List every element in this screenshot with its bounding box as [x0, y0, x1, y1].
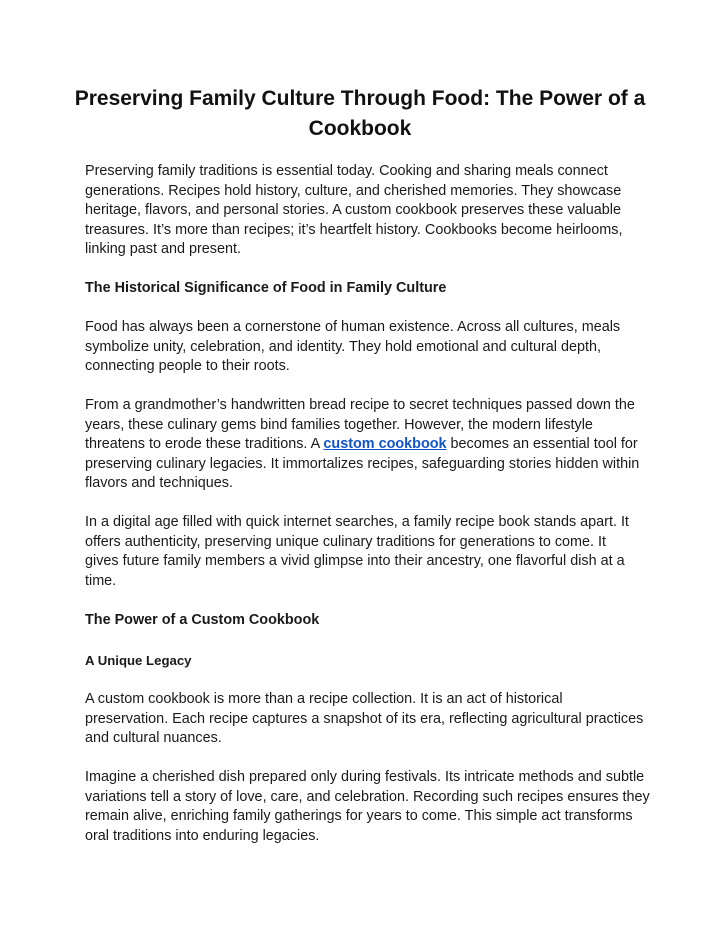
- paragraph: [85, 768, 650, 846]
- text-line: Preserving family traditions is essential today. Cooking and sharing meals connect: [85, 163, 608, 179]
- text-span: threatens to erode these traditions. A: [85, 436, 324, 452]
- text-line: preservation. Each recipe captures a snapshot of its era, reflecting agricultural practices: [85, 710, 644, 727]
- text-line: years, these culinary gems bind families together. However, the modern lifestyle: [85, 416, 593, 433]
- text-line: symbolize unity, celebration, and identity. They hold emotional and cultural depth,: [85, 338, 601, 355]
- text-line: connecting people to their roots.: [85, 358, 290, 374]
- paragraph: [85, 690, 645, 749]
- text-line: Imagine a cherished dish prepared only during festivals. Its intricate methods and subtle: [85, 769, 645, 785]
- text-line: treasures. It’s more than recipes; it’s heartfelt history. Cookbooks become heirlooms,: [85, 221, 623, 238]
- text-line: Food has always been a cornerstone of human existence. Across all cultures, meals: [85, 319, 621, 335]
- text-line: heritage, flavors, and personal stories. A custom cookbook preserves these valuable: [85, 202, 621, 218]
- paragraph: [85, 318, 645, 377]
- text-line: preserving culinary legacies. It immortalizes recipes, safeguarding stories hidden within: [85, 455, 640, 472]
- text-span: becomes an essential tool for: [446, 436, 638, 452]
- text-line: flavors and techniques.: [85, 475, 233, 491]
- text-line: offers authenticity, preserving unique culinary traditions for generations to come. It: [85, 533, 607, 550]
- text-line: oral traditions into enduring legacies.: [85, 827, 320, 844]
- text-line: generations. Recipes hold history, culture, and cherished memories. They showcase: [85, 182, 622, 199]
- text-line: gives future family members a vivid glimpse into their ancestry, one flavorful dish at a: [85, 553, 625, 569]
- text-line: variations tell a story of love, care, and celebration. Recording such recipes ensures they: [85, 788, 650, 805]
- text-line: and cultural nuances.: [85, 730, 222, 746]
- text-line: remain alive, enriching family gatherings for years to come. This simple act transforms: [85, 808, 633, 824]
- custom-cookbook-link[interactable]: custom cookbook: [323, 436, 447, 452]
- text-line: linking past and present.: [85, 241, 241, 257]
- text-line: In a digital age filled with quick internet searches, a family recipe book stands apart. It: [85, 514, 629, 530]
- text-line: From a grandmother’s handwritten bread recipe to secret techniques passed down the: [85, 397, 635, 413]
- section-heading-historical-significance: The Historical Significance of Food in Family Culture: [85, 280, 447, 296]
- intro-paragraph: [85, 162, 645, 260]
- document-title: [60, 84, 660, 144]
- text-line: [85, 435, 645, 455]
- text-line: time.: [85, 572, 117, 589]
- text-line: A custom cookbook is more than a recipe collection. It is an act of historical: [85, 691, 563, 707]
- title-line: Preserving Family Culture Through Food: The Power of a: [74, 87, 646, 110]
- section-heading-power-of-custom-cookbook: The Power of a Custom Cookbook: [85, 612, 320, 628]
- paragraph: [85, 513, 645, 591]
- subheading-unique-legacy: A Unique Legacy: [85, 653, 192, 668]
- paragraph: [85, 396, 645, 494]
- title-line: Cookbook: [308, 117, 412, 140]
